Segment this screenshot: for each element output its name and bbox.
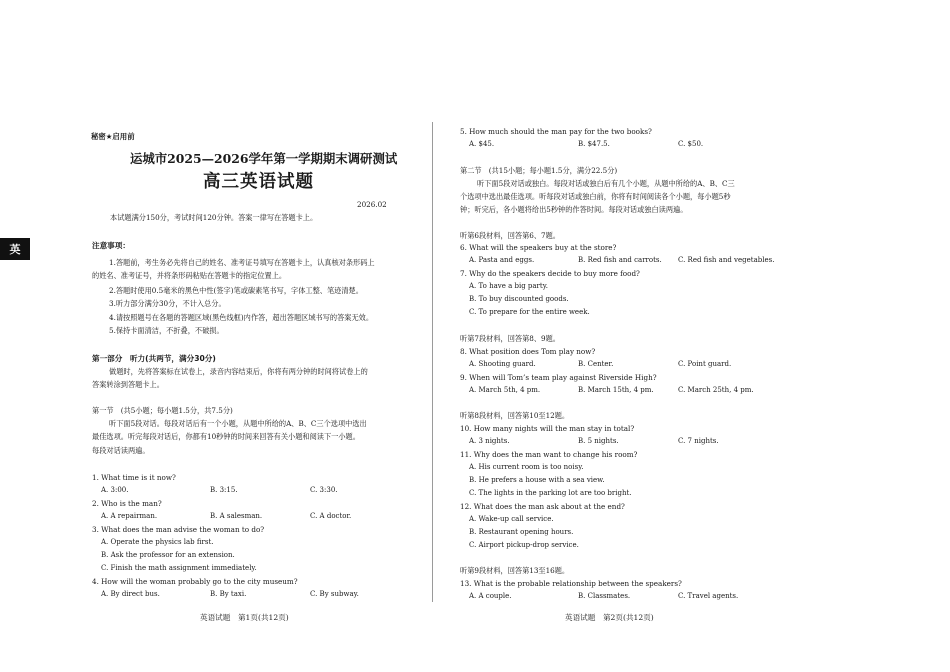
- q4-option-b: B. By taxi.: [210, 590, 247, 598]
- part1-text: 答案转涂到答题卡上。: [92, 380, 164, 389]
- q4-option-c: C. By subway.: [310, 590, 359, 598]
- q13-option-b: B. Classmates.: [578, 592, 631, 600]
- note-line: 3.听力部分满分30分，不计入总分。: [109, 299, 226, 308]
- q5-option-c: C. $50.: [678, 140, 704, 148]
- question-8: 8. What position does Tom play now?: [460, 347, 596, 356]
- material-7-label: 听第7段材料，回答第8、9题。: [460, 334, 560, 343]
- q2-option-c: C. A doctor.: [310, 512, 352, 520]
- section1-text: 听下面5段对话。每段对话后有一个小题，从题中所给的A、B、C三个选项中选出: [109, 419, 367, 428]
- page-footer: 英语试题 第2页(共12页): [565, 613, 654, 622]
- q7-option-c: C. To prepare for the entire week.: [469, 308, 590, 316]
- q9-option-c: C. March 25th, 4 pm.: [678, 386, 754, 394]
- page-footer: 英语试题 第1页(共12页): [200, 613, 289, 622]
- page-2: [432, 0, 950, 672]
- confidential-mark: 秘密★启用前: [91, 132, 135, 141]
- question-7: 7. Why do the speakers decide to buy more food?: [460, 269, 640, 278]
- question-10: 10. How many nights will the man stay in total?: [460, 424, 635, 433]
- q3-option-b: B. Ask the professor for an extension.: [101, 551, 235, 559]
- material-9-label: 听第9段材料，回答第13至16题。: [460, 566, 570, 575]
- part1-heading: 第一部分 听力(共两节，满分30分): [92, 354, 216, 363]
- q9-option-a: A. March 5th, 4 pm.: [469, 386, 541, 394]
- q1-option-c: C. 3:30.: [310, 486, 338, 494]
- section2-text: 听下面5段对话或独白。每段对话或独白后有几个小题，从题中所给的A、B、C三: [477, 179, 735, 188]
- q1-option-a: A. 3:00.: [101, 486, 129, 494]
- note-line: 2.答题时使用0.5毫米的黑色中性(签字)笔或碳素笔书写，字体工整、笔迹清楚。: [109, 286, 363, 295]
- q12-option-b: B. Restaurant opening hours.: [469, 528, 574, 536]
- note-line: 1.答题前，考生务必先将自己的姓名、准考证号填写在答题卡上，认真核对条形码上: [109, 258, 375, 267]
- exam-subtitle: 高三英语试题: [203, 172, 314, 192]
- q10-option-c: C. 7 nights.: [678, 437, 719, 445]
- notes-heading: 注意事项：: [92, 241, 130, 250]
- part1-text: 做题时，先将答案标在试卷上，录音内容结束后，你将有两分钟的时间将试卷上的: [109, 367, 368, 376]
- q4-option-a: A. By direct bus.: [101, 590, 160, 598]
- q2-option-b: B. A salesman.: [210, 512, 263, 520]
- material-8-label: 听第8段材料，回答第10至12题。: [460, 411, 570, 420]
- question-13: 13. What is the probable relationship between the speakers?: [460, 579, 682, 588]
- exam-intro: 本试题满分150分，考试时间120分钟。答案一律写在答题卡上。: [110, 213, 318, 222]
- q7-option-b: B. To buy discounted goods.: [469, 295, 569, 303]
- q12-option-c: C. Airport pickup-drop service.: [469, 541, 579, 549]
- question-5: 5. How much should the man pay for the two books?: [460, 127, 652, 136]
- q13-option-c: C. Travel agents.: [678, 592, 739, 600]
- q8-option-a: A. Shooting guard.: [469, 360, 536, 368]
- question-3: 3. What does the man advise the woman to do?: [92, 525, 265, 534]
- section1-heading: 第一节 (共5小题；每小题1.5分，共7.5分): [92, 406, 233, 415]
- question-1: 1. What time is it now?: [92, 473, 176, 482]
- question-4: 4. How will the woman probably go to the city museum?: [92, 577, 298, 586]
- subject-tab: 英: [0, 238, 30, 260]
- q9-option-b: B. March 15th, 4 pm.: [578, 386, 654, 394]
- q3-option-c: C. Finish the math assignment immediately.: [101, 564, 257, 572]
- section1-text: 每段对话读两遍。: [92, 446, 150, 455]
- question-12: 12. What does the man ask about at the end?: [460, 502, 625, 511]
- question-11: 11. Why does the man want to change his room?: [460, 450, 638, 459]
- q5-option-a: A. $45.: [469, 140, 495, 148]
- section2-text: 个选项中选出最佳选项。听每段对话或独白前，你将有时间阅读各个小题，每小题5秒: [460, 192, 731, 201]
- q8-option-c: C. Point guard.: [678, 360, 732, 368]
- q8-option-b: B. Center.: [578, 360, 614, 368]
- q6-option-b: B. Red fish and carrots.: [578, 256, 662, 264]
- q11-option-b: B. He prefers a house with a sea view.: [469, 476, 605, 484]
- page-1: [0, 0, 432, 672]
- q12-option-a: A. Wake-up call service.: [469, 515, 554, 523]
- q6-option-a: A. Pasta and eggs.: [469, 256, 535, 264]
- question-2: 2. Who is the man?: [92, 499, 162, 508]
- q1-option-b: B. 3:15.: [210, 486, 238, 494]
- q11-option-c: C. The lights in the parking lot are too bright.: [469, 489, 632, 497]
- question-9: 9. When will Tom’s team play against Riverside High?: [460, 373, 657, 382]
- q13-option-a: A. A couple.: [469, 592, 512, 600]
- q2-option-a: A. A repairman.: [101, 512, 158, 520]
- q6-option-c: C. Red fish and vegetables.: [678, 256, 775, 264]
- q10-option-a: A. 3 nights.: [469, 437, 510, 445]
- q5-option-b: B. $47.5.: [578, 140, 610, 148]
- section2-text: 钟；听完后，各小题将给出5秒钟的作答时间。每段对话或独白读两遍。: [460, 205, 688, 214]
- question-6: 6. What will the speakers buy at the store?: [460, 243, 617, 252]
- q10-option-b: B. 5 nights.: [578, 437, 619, 445]
- section1-text: 最佳选项。听完每段对话后，你都有10秒钟的时间来回答有关小题和阅读下一小题。: [92, 432, 360, 441]
- section2-heading: 第二节 (共15小题；每小题1.5分，满分22.5分): [460, 166, 618, 175]
- q11-option-a: A. His current room is too noisy.: [469, 463, 584, 471]
- exam-date: 2026.02: [357, 200, 387, 209]
- q3-option-a: A. Operate the physics lab first.: [101, 538, 214, 546]
- exam-title: 运城市2025—2026学年第一学期期末调研测试: [130, 151, 398, 166]
- note-line: 4.请按照题号在各题的答题区域(黑色线框)内作答，超出答题区域书写的答案无效。: [109, 313, 374, 322]
- note-line: 的姓名、准考证号，并将条形码粘贴在答题卡的指定位置上。: [92, 271, 287, 280]
- q7-option-a: A. To have a big party.: [469, 282, 548, 290]
- note-line: 5.保持卡面清洁，不折叠，不破损。: [109, 326, 224, 335]
- material-6-label: 听第6段材料，回答第6、7题。: [460, 231, 560, 240]
